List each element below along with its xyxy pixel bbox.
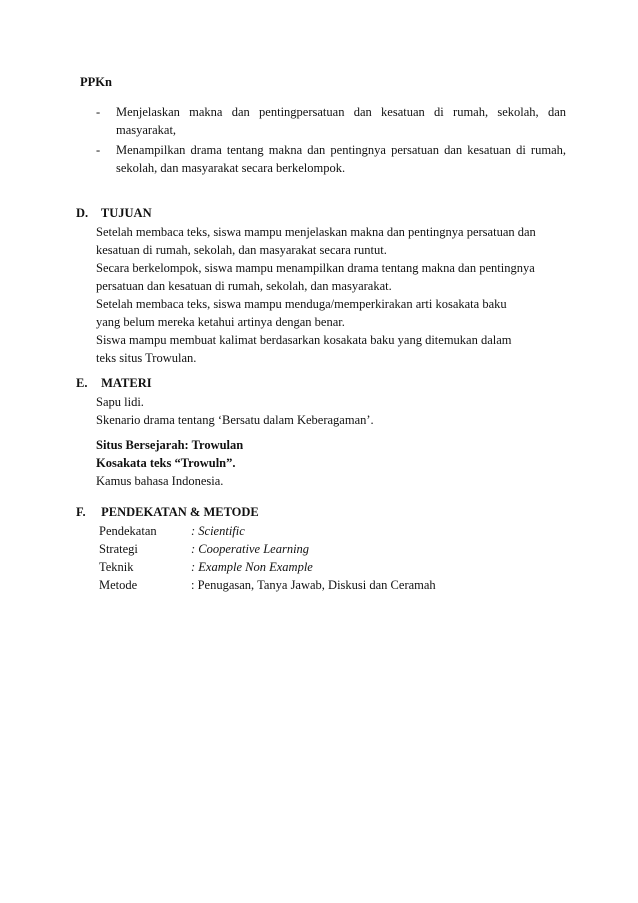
tujuan-line: teks situs Trowulan. [96,351,197,365]
tujuan-line: Setelah membaca teks, siswa mampu menjelaskan makna dan pentingnya persatuan dan [96,225,536,239]
method-value: : Example Non Example [191,560,313,574]
section-e-heading [76,376,152,391]
materi-line: Skenario drama tentang ‘Bersatu dalam Keberagaman’. [96,413,374,427]
section-d-heading [76,206,152,221]
materi-line: Sapu lidi. [96,395,144,409]
section-f-title: PENDEKATAN & METODE [101,505,259,519]
subject-heading: PPKn [80,75,112,89]
section-f-number: F. [76,505,86,519]
section-e-number: E. [76,376,88,390]
method-row [99,576,436,594]
method-value: : Cooperative Learning [191,542,310,556]
tujuan-line: Setelah membaca teks, siswa mampu menduga/memperkirakan arti kosakata baku [96,297,507,311]
tujuan-line: persatuan dan kesatuan di rumah, sekolah, dan masyarakat. [96,279,392,293]
method-row [99,522,436,540]
method-value: : Penugasan, Tanya Jawab, Diskusi dan Ceramah [191,578,436,592]
section-d-title: TUJUAN [100,206,152,220]
method-row [99,540,436,558]
method-key: Teknik [99,560,134,574]
bullet-marker: - [96,143,101,157]
section-e-body [96,393,374,429]
bullet-text: Menjelaskan makna dan pentingpersatuan dan kesatuan di rumah, sekolah, dan masyarakat, [116,105,566,137]
tujuan-line: yang belum mereka ketahui artinya dengan benar. [96,315,345,329]
method-table [99,522,436,594]
materi-bold-line: Kosakata teks “Trowuln”. [96,456,236,470]
method-value: : Scientific [191,524,245,538]
method-key: Pendekatan [99,524,157,538]
materi-line: Kamus bahasa Indonesia. [96,474,224,488]
bullet-marker: - [96,105,101,119]
section-f-heading [76,505,259,520]
tujuan-line: Siswa mampu membuat kalimat berdasarkan kosakata baku yang ditemukan dalam [96,333,512,347]
section-d-number: D. [76,206,89,220]
section-e-title: MATERI [101,376,152,390]
tujuan-line: Secara berkelompok, siswa mampu menampilkan drama tentang makna dan pentingnya [96,261,535,275]
materi-bold-line: Situs Bersejarah: Trowulan [96,438,244,452]
section-d-body [96,223,536,367]
bullet-item [96,141,566,177]
tujuan-line: kesatuan di rumah, sekolah, dan masyarakat secara runtut. [96,243,387,257]
bullet-text: Menampilkan drama tentang makna dan pentingnya persatuan dan kesatuan di rumah, sekolah, dan masyarakat secara berkelompok. [116,143,566,175]
method-key: Metode [99,578,138,592]
method-key: Strategi [99,542,138,556]
section-e-reading-list [96,436,243,490]
method-row [99,558,436,576]
objective-bullet-list [96,103,566,179]
bullet-item [96,103,566,139]
